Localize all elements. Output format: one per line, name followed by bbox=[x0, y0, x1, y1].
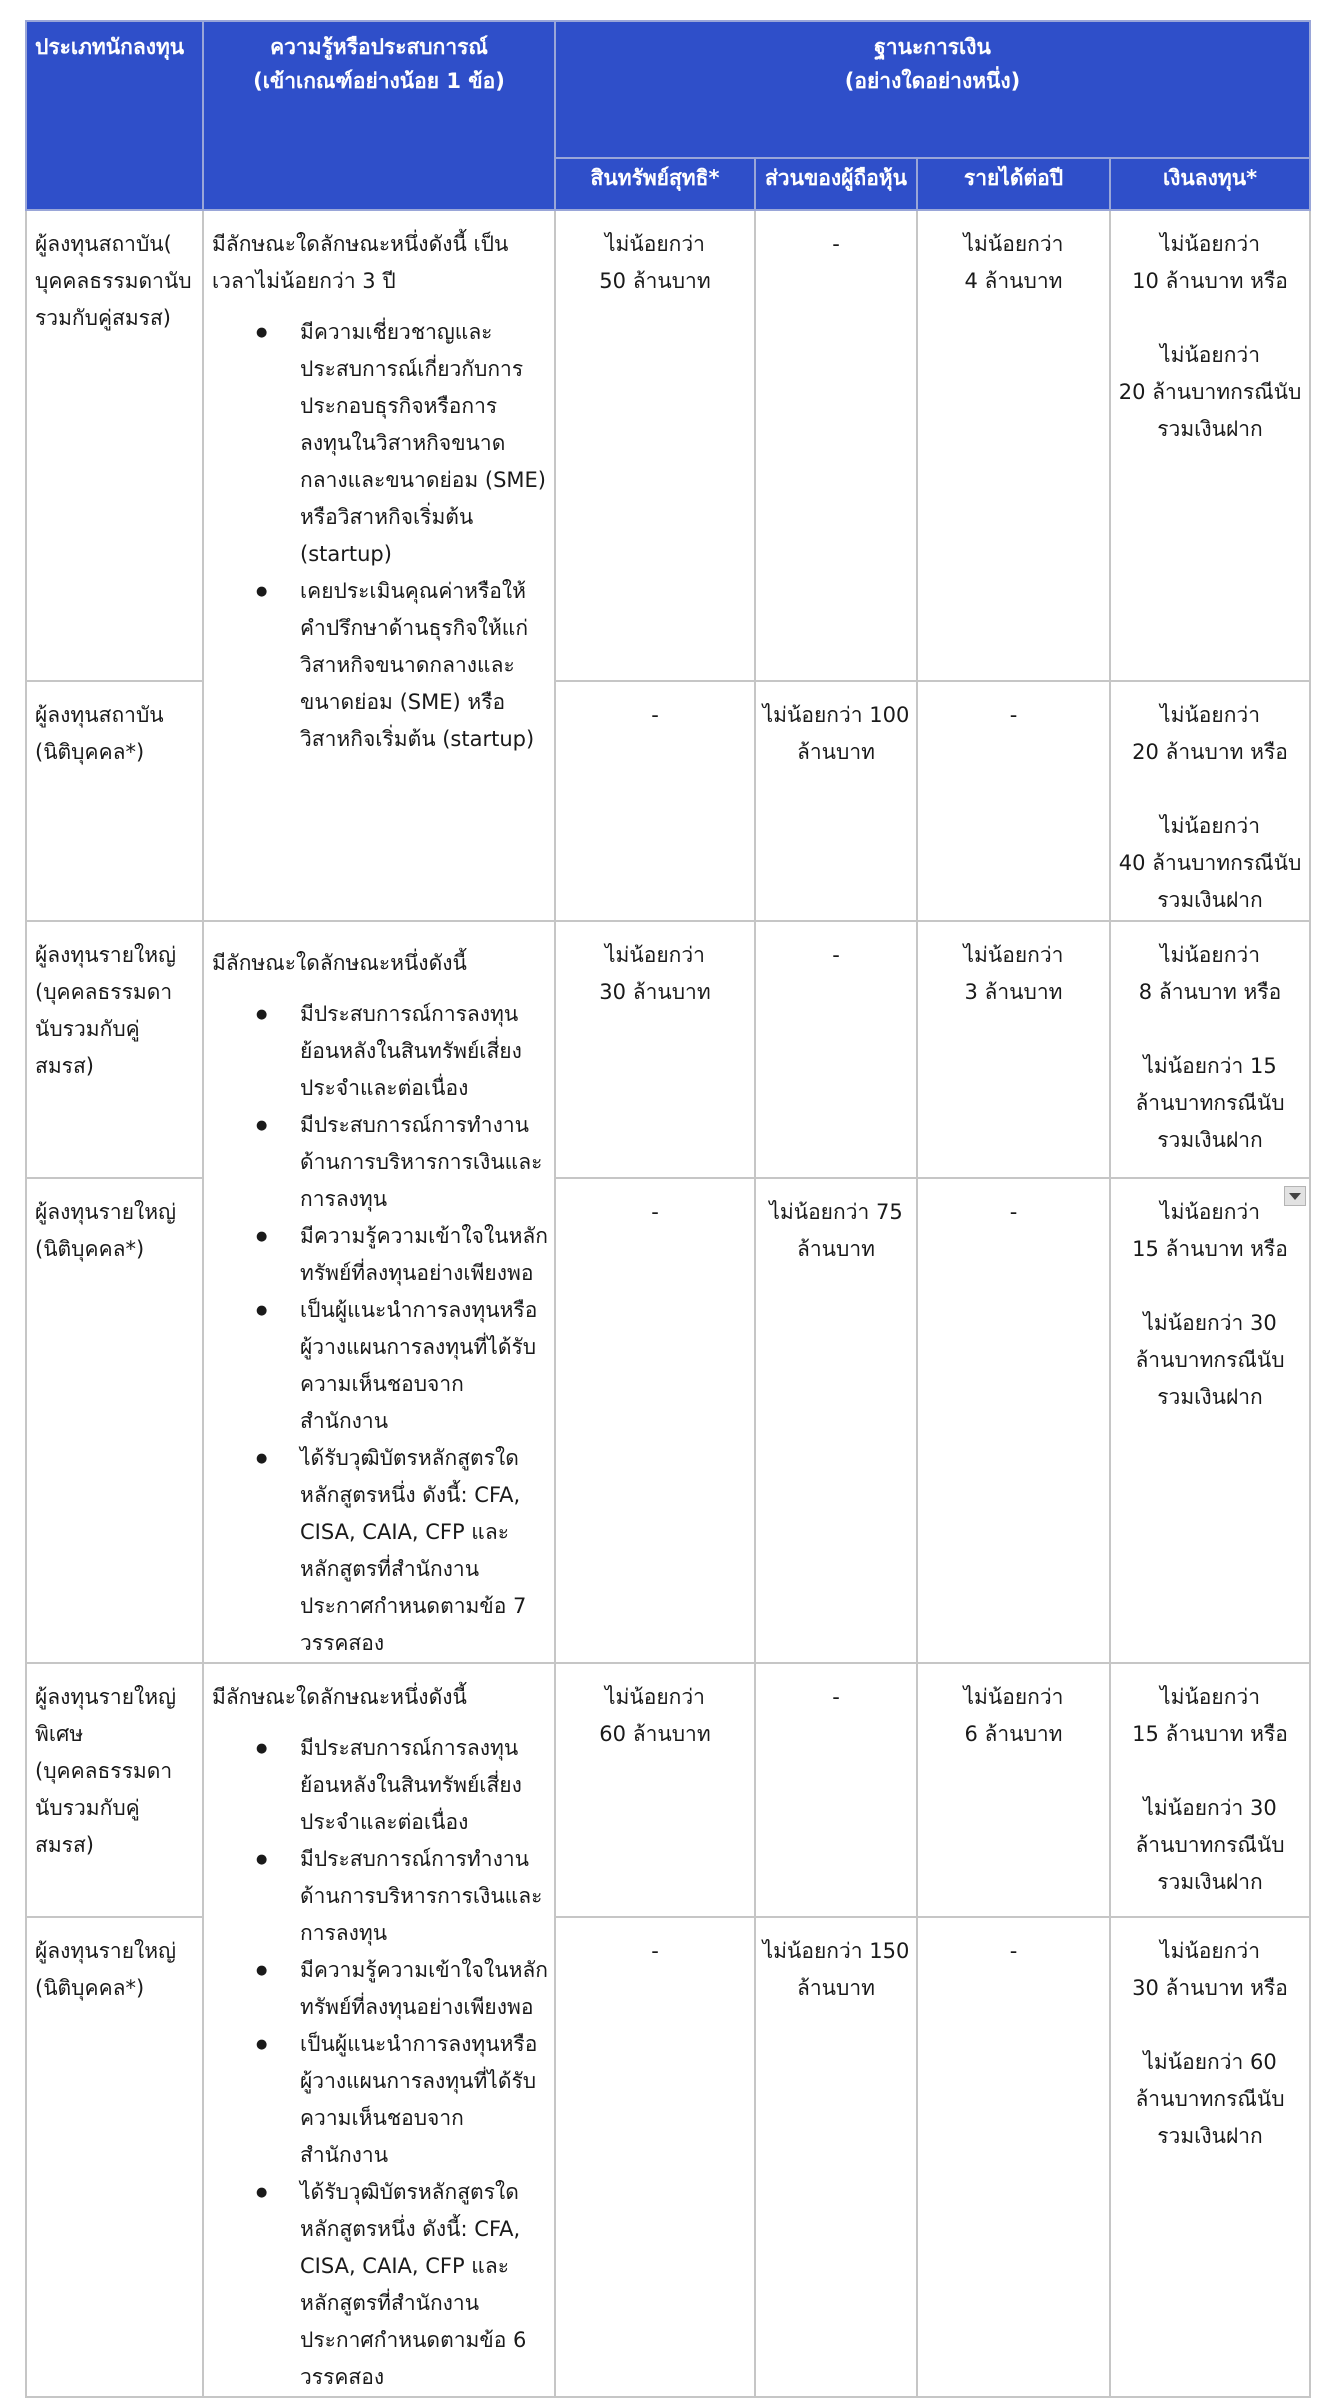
investor-type: ผู้ลงทุนรายใหญ่พิเศษ (บุคคลธรรมดานับรวมกับคู่สมรส) bbox=[35, 1685, 176, 1857]
equity-cell bbox=[755, 681, 917, 921]
investor-type: ผู้ลงทุนสถาบัน (นิติบุคคล*) bbox=[35, 703, 164, 764]
investor-type: ผู้ลงทุนรายใหญ่ (บุคคลธรรมดานับรวมกับคู่สมรส) bbox=[35, 943, 176, 1078]
investment-value: ไม่น้อยกว่า 15 ล้านบาท หรือ bbox=[1132, 1685, 1288, 1746]
net-assets-cell bbox=[555, 681, 755, 921]
investor-criteria-table bbox=[25, 20, 1311, 2398]
criteria-list bbox=[212, 1730, 548, 2396]
equity-cell bbox=[755, 1178, 917, 1663]
income-cell bbox=[917, 921, 1110, 1178]
criteria-cell bbox=[203, 921, 555, 1663]
equity-value: - bbox=[832, 943, 840, 967]
header-financial-text: ฐานะการเงิน (อย่างใดอย่างหนึ่ง) bbox=[844, 35, 1021, 93]
net-assets-value: - bbox=[651, 1939, 659, 1964]
investment-deposit-value: ไม่น้อยกว่า 30 ล้านบาทกรณีนับรวมเงินฝาก bbox=[1135, 1311, 1285, 1410]
list-item: ● มีประสบการณ์การลงทุนย้อนหลังในสินทรัพย์เสี่ยงประจำและต่อเนื่อง bbox=[300, 996, 548, 1107]
net-assets-cell bbox=[555, 1663, 755, 1917]
investment-value: ไม่น้อยกว่า 15 ล้านบาท หรือ bbox=[1132, 1200, 1288, 1262]
equity-value: ไม่น้อยกว่า 75 ล้านบาท bbox=[769, 1200, 903, 1262]
investor-type-cell bbox=[26, 681, 203, 921]
list-item: ● เป็นผู้แนะนำการลงทุนหรือผู้วางแผนการลงทุนที่ได้รับความเห็นชอบจากสำนักงาน bbox=[300, 1292, 548, 1440]
income-value: - bbox=[1009, 703, 1018, 727]
criteria-intro: มีลักษณะใดลักษณะหนึ่งดังนี้ bbox=[212, 1685, 467, 1709]
table-row bbox=[26, 210, 1310, 681]
equity-value: ไม่น้อยกว่า 100 ล้านบาท bbox=[762, 703, 910, 764]
investment-deposit-value: ไม่น้อยกว่า 30 ล้านบาทกรณีนับรวมเงินฝาก bbox=[1135, 1796, 1285, 1894]
list-item: ● มีประสบการณ์การทำงานด้านการบริหารการเงินและการลงทุน bbox=[300, 1841, 548, 1952]
net-assets-value: - bbox=[651, 703, 659, 727]
investment-cell bbox=[1110, 1178, 1310, 1663]
list-item: ● มีประสบการณ์การทำงานด้านการบริหารการเงินและการลงทุน bbox=[300, 1107, 548, 1218]
net-assets-value: ไม่น้อยกว่า 60 ล้านบาท bbox=[599, 1685, 711, 1746]
equity-cell bbox=[755, 921, 917, 1178]
investment-cell bbox=[1110, 1663, 1310, 1917]
header-annual-income: รายได้ต่อปี bbox=[917, 158, 1110, 210]
investment-deposit-value: ไม่น้อยกว่า 20 ล้านบาทกรณีนับรวมเงินฝาก bbox=[1118, 343, 1302, 441]
net-assets-cell bbox=[555, 921, 755, 1178]
equity-cell bbox=[755, 1663, 917, 1917]
criteria-cell bbox=[203, 210, 555, 921]
header-equity: ส่วนของผู้ถือหุ้น bbox=[755, 158, 917, 210]
investor-type-cell bbox=[26, 210, 203, 681]
investment-deposit-value: ไม่น้อยกว่า 15 ล้านบาทกรณีนับรวมเงินฝาก bbox=[1135, 1054, 1285, 1152]
investment-value: ไม่น้อยกว่า 10 ล้านบาท หรือ bbox=[1132, 232, 1288, 293]
income-cell bbox=[917, 210, 1110, 681]
investment-deposit-value: ไม่น้อยกว่า 60 ล้านบาทกรณีนับรวมเงินฝาก bbox=[1135, 2050, 1285, 2149]
list-item: ● ได้รับวุฒิบัตรหลักสูตรใดหลักสูตรหนึ่ง ดังนี้: CFA, CISA, CAIA, CFP และหลักสูตรที่สำนักงานประกาศกำหนดตามข้อ 6 วรรคสอง bbox=[300, 2174, 548, 2396]
criteria-list bbox=[212, 314, 548, 758]
list-item: ● มีความรู้ความเข้าใจในหลักทรัพย์ที่ลงทุนอย่างเพียงพอ bbox=[300, 1218, 548, 1292]
investor-type-cell bbox=[26, 1178, 203, 1663]
investment-value: ไม่น้อยกว่า 8 ล้านบาท หรือ bbox=[1138, 943, 1282, 1004]
income-cell bbox=[917, 681, 1110, 921]
equity-value: - bbox=[832, 1685, 840, 1709]
table-row bbox=[26, 1663, 1310, 1917]
list-item: ● มีความเชี่ยวชาญและประสบการณ์เกี่ยวกับการประกอบธุรกิจหรือการลงทุนในวิสาหกิจขนาดกลางและขนาดย่อม (SME) หรือวิสาหกิจเริ่มต้น (startup) bbox=[300, 314, 548, 573]
net-assets-value: - bbox=[651, 1200, 659, 1225]
net-assets-value: ไม่น้อยกว่า 50 ล้านบาท bbox=[599, 232, 711, 293]
table-row bbox=[26, 921, 1310, 1178]
net-assets-cell bbox=[555, 1917, 755, 2397]
income-value: ไม่น้อยกว่า 4 ล้านบาท bbox=[963, 232, 1064, 293]
list-item: ● เคยประเมินคุณค่าหรือให้คำปรึกษาด้านธุรกิจให้แก่วิสาหกิจขนาดกลางและขนาดย่อม (SME) หรือวิสาหกิจเริ่มต้น (startup) bbox=[300, 573, 548, 758]
investment-deposit-value: ไม่น้อยกว่า 40 ล้านบาทกรณีนับรวมเงินฝาก bbox=[1118, 814, 1302, 912]
net-assets-cell bbox=[555, 210, 755, 681]
dropdown-toggle-button[interactable] bbox=[1284, 1186, 1306, 1206]
header-net-assets: สินทรัพย์สุทธิ* bbox=[555, 158, 755, 210]
criteria-intro: มีลักษณะใดลักษณะหนึ่งดังนี้ เป็นเวลาไม่น้อยกว่า 3 ปี bbox=[212, 232, 509, 293]
income-value: - bbox=[1009, 1200, 1018, 1225]
investor-type-cell bbox=[26, 1663, 203, 1917]
header-investor-type: ประเภทนักลงทุน bbox=[26, 21, 203, 210]
income-value: ไม่น้อยกว่า 6 ล้านบาท bbox=[963, 1685, 1064, 1746]
header-knowledge-experience bbox=[203, 21, 555, 210]
income-cell bbox=[917, 1917, 1110, 2397]
equity-cell bbox=[755, 1917, 917, 2397]
investor-type-cell bbox=[26, 921, 203, 1178]
equity-cell bbox=[755, 210, 917, 681]
income-cell bbox=[917, 1663, 1110, 1917]
criteria-list bbox=[212, 996, 548, 1662]
criteria-intro: มีลักษณะใดลักษณะหนึ่งดังนี้ bbox=[212, 951, 467, 975]
header-financial-status bbox=[555, 21, 1310, 158]
list-item: ● มีความรู้ความเข้าใจในหลักทรัพย์ที่ลงทุนอย่างเพียงพอ bbox=[300, 1952, 548, 2026]
investor-type: ผู้ลงทุนรายใหญ่ (นิติบุคคล*) bbox=[35, 1200, 176, 1262]
income-value: - bbox=[1009, 1939, 1018, 1964]
investment-cell bbox=[1110, 210, 1310, 681]
investor-type-cell bbox=[26, 1917, 203, 2397]
investment-cell bbox=[1110, 921, 1310, 1178]
equity-value: - bbox=[832, 232, 840, 256]
equity-value: ไม่น้อยกว่า 150 ล้านบาท bbox=[762, 1939, 910, 2001]
income-value: ไม่น้อยกว่า 3 ล้านบาท bbox=[963, 943, 1064, 1004]
list-item: ● มีประสบการณ์การลงทุนย้อนหลังในสินทรัพย์เสี่ยงประจำและต่อเนื่อง bbox=[300, 1730, 548, 1841]
header-investment: เงินลงทุน* bbox=[1110, 158, 1310, 210]
investor-type: ผู้ลงทุนรายใหญ่ (นิติบุคคล*) bbox=[35, 1939, 176, 2001]
list-item: ● ได้รับวุฒิบัตรหลักสูตรใดหลักสูตรหนึ่ง ดังนี้: CFA, CISA, CAIA, CFP และหลักสูตรที่สำนักงานประกาศกำหนดตามข้อ 7 วรรคสอง bbox=[300, 1440, 548, 1662]
net-assets-cell bbox=[555, 1178, 755, 1663]
header-row bbox=[26, 21, 1310, 158]
investment-cell bbox=[1110, 681, 1310, 921]
investor-type: ผู้ลงทุนสถาบัน( บุคคลธรรมดานับรวมกับคู่สมรส) bbox=[35, 232, 192, 330]
investment-value: ไม่น้อยกว่า 20 ล้านบาท หรือ bbox=[1132, 703, 1288, 764]
criteria-cell bbox=[203, 1663, 555, 2397]
investment-value: ไม่น้อยกว่า 30 ล้านบาท หรือ bbox=[1132, 1939, 1288, 2001]
chevron-down-icon bbox=[1289, 1193, 1301, 1200]
investment-cell bbox=[1110, 1917, 1310, 2397]
list-item: ● เป็นผู้แนะนำการลงทุนหรือผู้วางแผนการลงทุนที่ได้รับความเห็นชอบจากสำนักงาน bbox=[300, 2026, 548, 2174]
income-cell bbox=[917, 1178, 1110, 1663]
net-assets-value: ไม่น้อยกว่า 30 ล้านบาท bbox=[599, 943, 711, 1004]
header-knowledge-text: ความรู้หรือประสบการณ์ (เข้าเกณฑ์อย่างน้อย 1 ข้อ) bbox=[253, 35, 505, 93]
